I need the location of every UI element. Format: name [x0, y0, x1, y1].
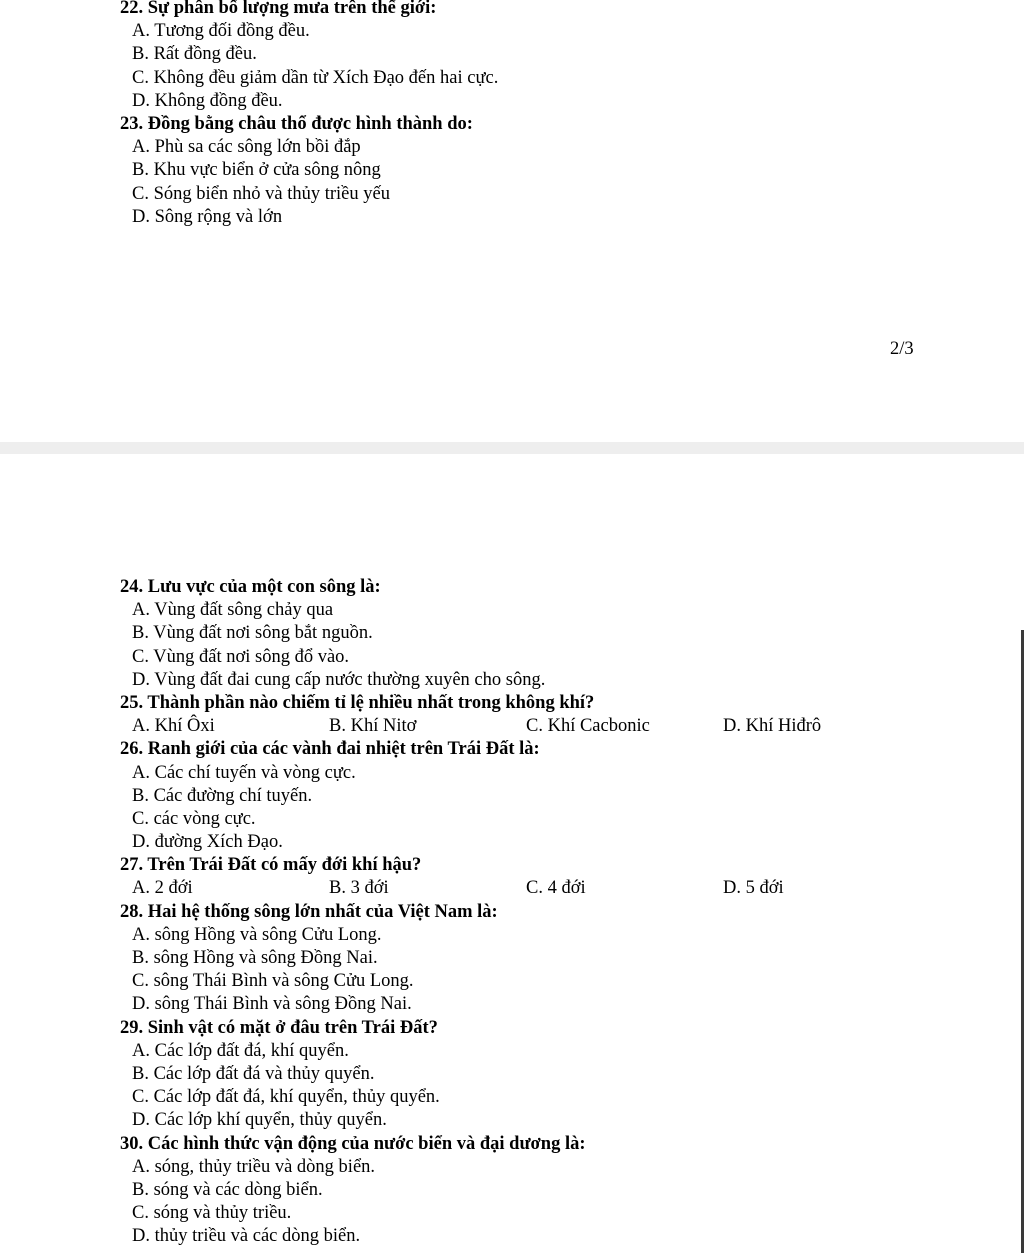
- option-25d: D. Khí Hiđrô: [723, 716, 822, 737]
- option-30c: C. sóng và thủy triều.: [132, 1203, 292, 1224]
- option-22d: D. Không đồng đều.: [132, 90, 283, 111]
- option-27c: C. 4 đới: [526, 878, 586, 899]
- question-26: 26. Ranh giới của các vành đai nhiệt trên Trái Đất là:: [120, 739, 540, 760]
- option-26a: A. Các chí tuyến và vòng cực.: [132, 762, 356, 783]
- question-block-1: [120, 0, 498, 229]
- option-27b: B. 3 đới: [329, 878, 389, 899]
- option-22a: A. Tương đối đồng đều.: [132, 21, 310, 42]
- option-25a: A. Khí Ôxi: [132, 716, 215, 737]
- option-23a: A. Phù sa các sông lớn bồi đắp: [132, 137, 361, 158]
- question-29: 29. Sinh vật có mặt ở đâu trên Trái Đất?: [120, 1017, 438, 1038]
- option-24c: C. Vùng đất nơi sông đổ vào.: [132, 646, 350, 667]
- option-29b: B. Các lớp đất đá và thủy quyển.: [132, 1063, 375, 1084]
- question-27: 27. Trên Trái Đất có mấy đới khí hậu?: [120, 855, 422, 876]
- option-24b: B. Vùng đất nơi sông bắt nguồn.: [132, 623, 373, 644]
- question-28: 28. Hai hệ thống sông lớn nhất của Việt Nam là:: [120, 901, 498, 922]
- question-22: 22. Sự phân bố lượng mưa trên thế giới:: [120, 0, 437, 18]
- option-26b: B. Các đường chí tuyến.: [132, 785, 313, 806]
- question-30: 30. Các hình thức vận động của nước biển và đại dương là:: [120, 1133, 586, 1154]
- option-27d: D. 5 đới: [723, 878, 784, 899]
- question-23: 23. Đồng bằng châu thổ được hình thành do:: [120, 113, 473, 134]
- option-28c: C. sông Thái Bình và sông Cửu Long.: [132, 971, 414, 992]
- question-25: 25. Thành phần nào chiếm tỉ lệ nhiều nhất trong không khí?: [120, 692, 595, 713]
- option-29d: D. Các lớp khí quyển, thủy quyển.: [132, 1110, 387, 1131]
- option-23c: C. Sóng biển nhỏ và thủy triều yếu: [132, 183, 390, 204]
- option-26d: D. đường Xích Đạo.: [132, 832, 283, 853]
- option-26c: C. các vòng cực.: [132, 808, 256, 829]
- option-23d: D. Sông rộng và lớn: [132, 206, 283, 227]
- page-separator: [0, 442, 1024, 454]
- option-23b: B. Khu vực biển ở cửa sông nông: [132, 160, 381, 181]
- option-29c: C. Các lớp đất đá, khí quyển, thủy quyển.: [132, 1087, 440, 1108]
- options-row-27: [120, 877, 920, 900]
- option-28b: B. sông Hồng và sông Đồng Nai.: [132, 948, 378, 968]
- option-24a: A. Vùng đất sông chảy qua: [132, 600, 334, 621]
- option-30d: D. thủy triều và các dòng biển.: [132, 1226, 361, 1247]
- question-block-2: [120, 576, 920, 1248]
- option-22c: C. Không đều giảm dần từ Xích Đạo đến hai cực.: [132, 67, 499, 88]
- page-2: [0, 454, 1024, 1253]
- option-30a: A. sóng, thủy triều và dòng biển.: [132, 1156, 376, 1177]
- option-25c: C. Khí Cacbonic: [526, 716, 650, 737]
- question-24: 24. Lưu vực của một con sông là:: [120, 577, 381, 597]
- option-24d: D. Vùng đất đai cung cấp nước thường xuyên cho sông.: [132, 669, 546, 690]
- options-row-25: [120, 715, 920, 738]
- option-30b: B. sóng và các dòng biển.: [132, 1179, 323, 1200]
- option-25b: B. Khí Nitơ: [329, 716, 417, 737]
- option-29a: A. Các lớp đất đá, khí quyển.: [132, 1040, 349, 1061]
- option-28d: D. sông Thái Bình và sông Đồng Nai.: [132, 994, 412, 1015]
- option-28a: A. sông Hồng và sông Cửu Long.: [132, 924, 382, 945]
- page-number: 2/3: [890, 339, 914, 359]
- option-22b: B. Rất đồng đều.: [132, 44, 257, 65]
- page-1: [0, 0, 1024, 442]
- option-27a: A. 2 đới: [132, 878, 193, 899]
